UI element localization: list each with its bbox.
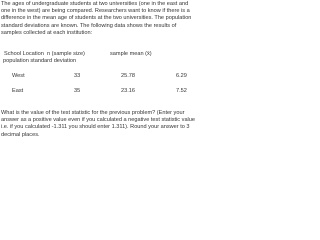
problem-intro: The ages of undergraduate students at two universities (one in the east and one in the west) are being compared. Researchers want to know if there is a difference in the mean age of students at the two universities. The population standard deviations are known. The following data shows the results of samples collected at each institution: [1, 1, 192, 36]
row-west-location: West [12, 73, 25, 79]
row-east-n: 35 [74, 88, 81, 94]
row-west-sd: 6.29 [176, 73, 187, 79]
row-east-sd: 7.52 [176, 88, 187, 94]
header-sample-mean [110, 51, 152, 58]
header-sample-size: n (sample size) [47, 51, 85, 57]
x-bar-symbol: x̄ [147, 51, 150, 57]
question-text: What is the value of the test statistic for the previous problem? (Enter your answer as a positive value even if you calculated a negative test statistic value i.e. if you calculated -1.311 you should enter 1.311). Round your answer to 3 decimal places. [1, 110, 196, 138]
row-east-mean: 23.16 [121, 88, 135, 94]
header-population-sd: population standard deviation [3, 58, 77, 64]
header-school-location: School Location [4, 51, 44, 57]
row-east-location: East [12, 88, 24, 94]
row-west-n: 33 [74, 73, 81, 79]
header-sample-mean-suffix: ) [149, 51, 152, 57]
header-sample-mean-prefix: sample mean ( [110, 51, 147, 57]
row-west-mean: 25.78 [121, 73, 135, 79]
